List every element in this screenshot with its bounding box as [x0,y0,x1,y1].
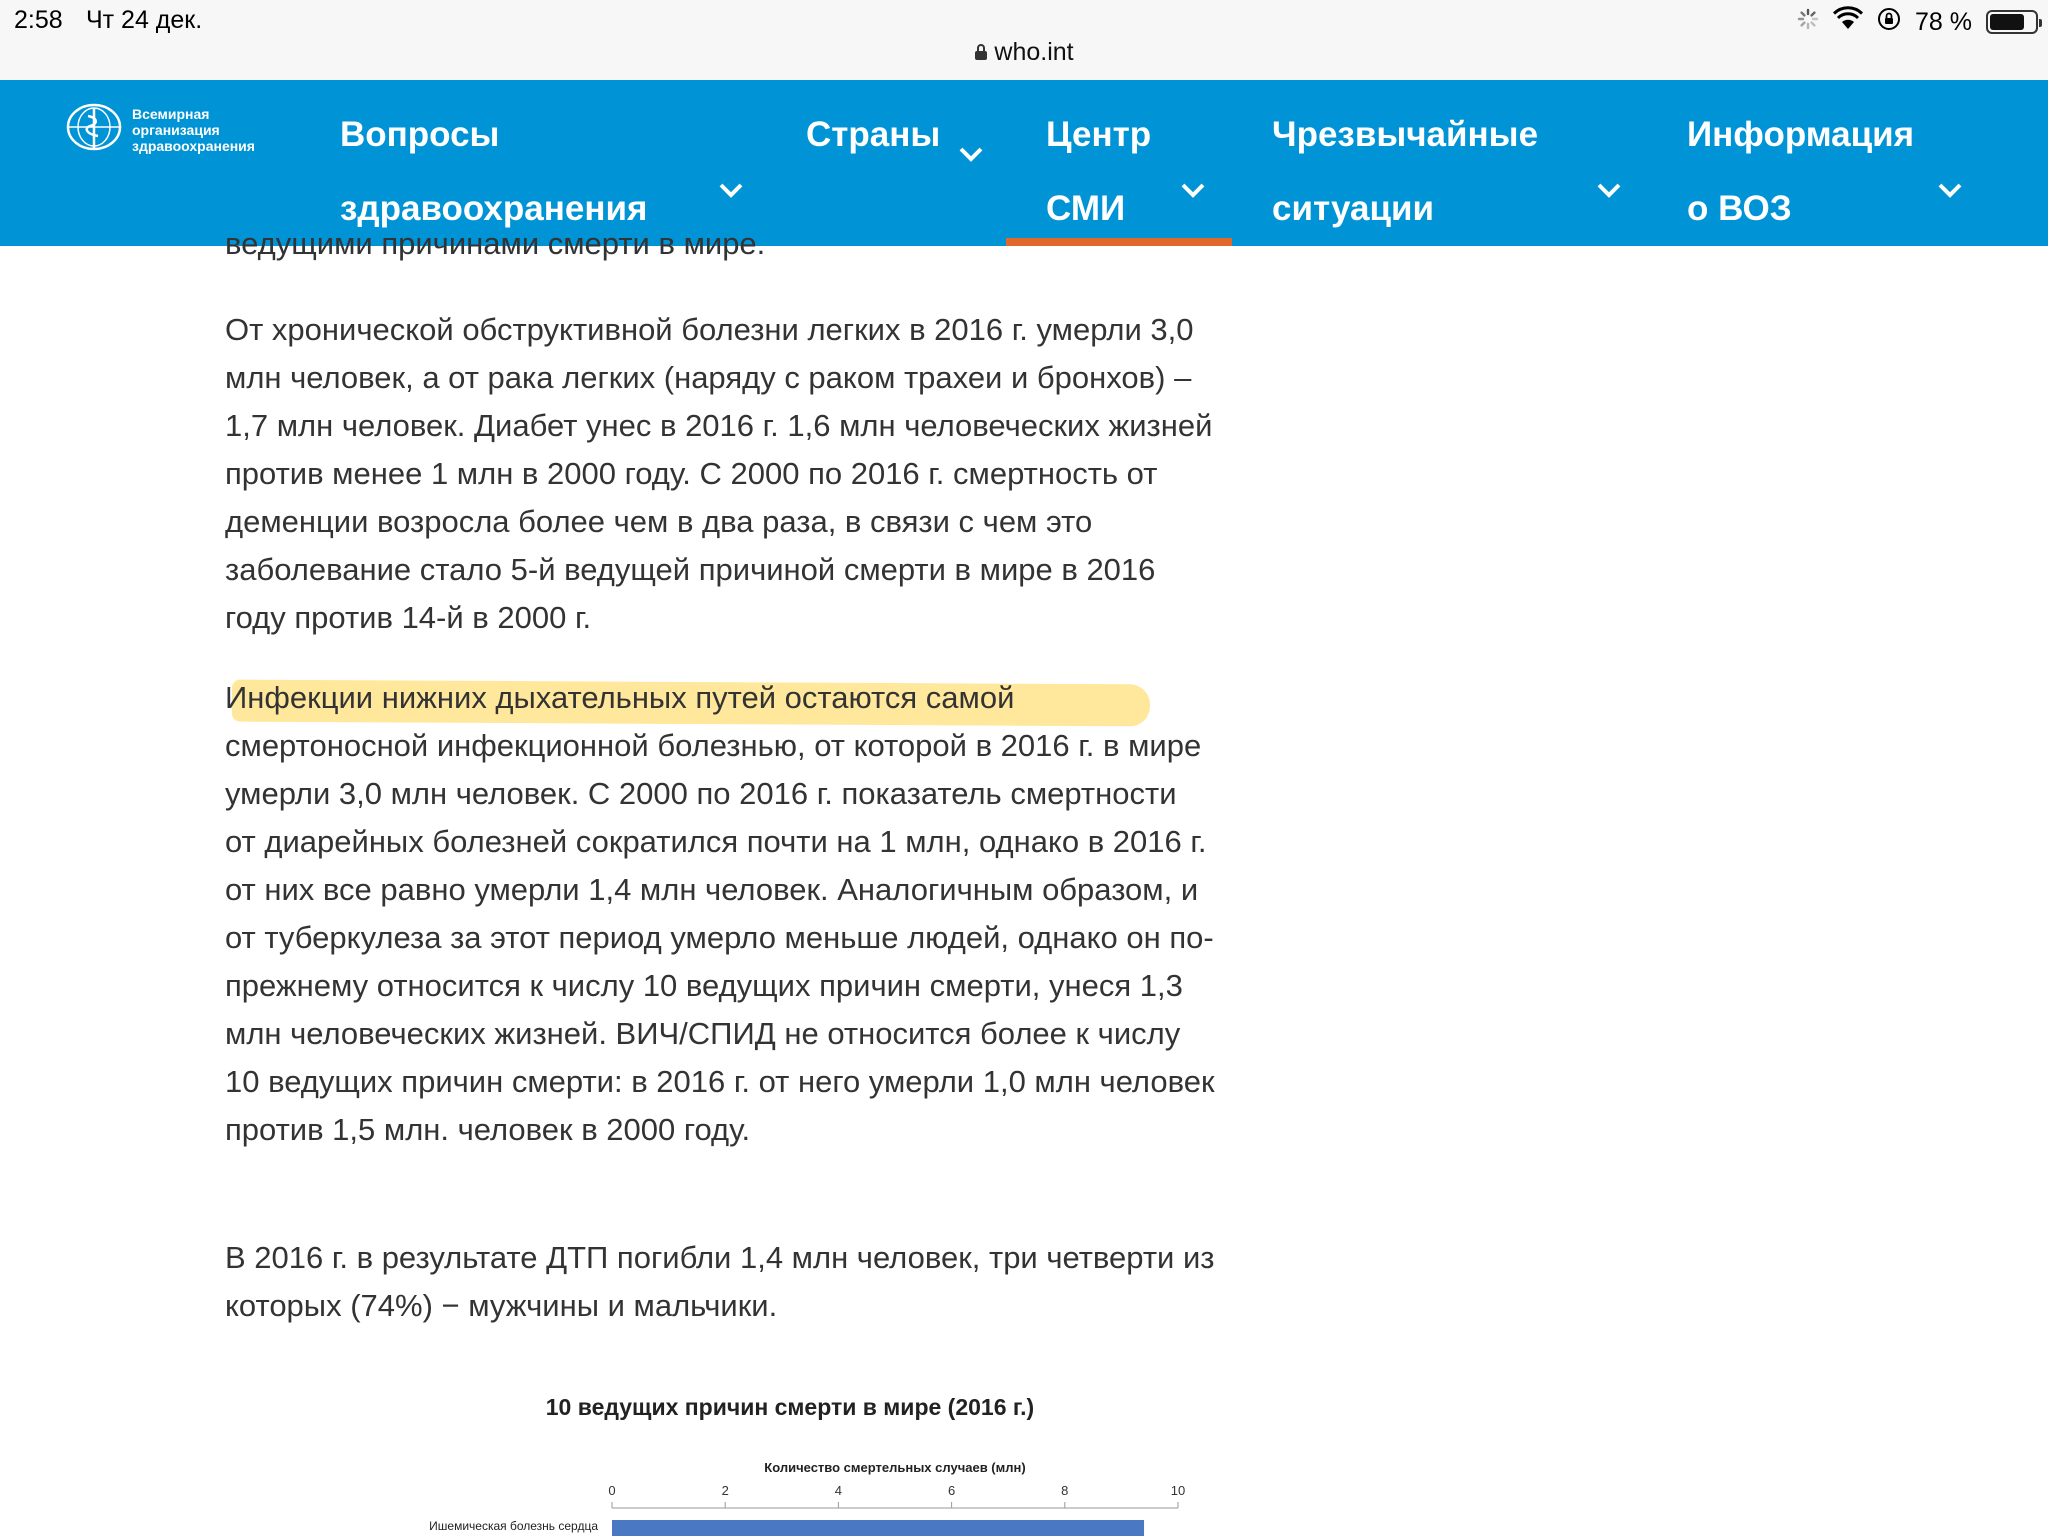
article-body [225,306,1215,642]
chevron-down-icon [718,152,744,226]
url-text: who.int [994,38,1074,66]
logo-text: Всемирная организация здравоохранения [132,105,255,154]
wifi-icon [1833,8,1863,37]
status-indicators [1797,6,2038,38]
x-tick-label: 2 [721,1483,729,1498]
chevron-down-icon [1180,152,1206,226]
nav-label-line2: ситуации [1272,189,1435,228]
nav-emergencies[interactable] [1272,80,1632,246]
chevron-down-icon [1596,152,1622,226]
clipped-line-text: ведущими причинами смерти в мире. [225,226,766,261]
battery-icon [1986,10,2038,34]
nav-active-indicator [1006,238,1232,246]
nav-label-line2: СМИ [1046,189,1126,228]
status-date: Чт 24 дек. [86,6,203,34]
nav-label-line1: Информация [1687,115,1915,154]
chevron-down-icon [958,116,984,190]
nav-label-line2: о ВОЗ [1687,189,1792,228]
address-bar[interactable] [0,38,2048,68]
nav-label-line2: здравоохранения [340,189,648,228]
nav-media-centre[interactable] [1046,80,1216,246]
orientation-lock-icon [1877,7,1901,38]
nav-label-line1: Центр [1046,115,1152,154]
bar-chart [380,1450,1200,1536]
article-body-3 [225,1234,1215,1330]
article-body-2 [225,674,1215,1154]
battery-percent: 78 % [1915,7,1972,36]
paragraph-1: От хронической обструктивной болезни легких в 2016 г. умерли 3,0 млн человек, а от рака легких (наряду с раком трахеи и бронхов) – 1,7 млн человек. Диабет унес в 2016 г. 1,6 млн человеческих жизней против менее 1 млн в 2000 году. С 2000 по 2016 г. смертность от деменции возросла более чем в два раза, в связи с чем это заболевание стало 5-й ведущей причиной смерти в мире в 2016 году против 14-й в 2000 г. [225,312,1213,635]
clipped-text-line [225,226,1215,270]
lock-icon [974,39,988,68]
paragraph-3: В 2016 г. в результате ДТП погибли 1,4 млн человек, три четверти из которых (74%) − мужчины и мальчики. [225,1240,1215,1323]
paragraph-2: Инфекции нижних дыхательных путей остаются самой смертоносной инфекционной болезнью, от которой в 2016 г. в мире умерли 3,0 млн человек. С 2000 по 2016 г. показатель смертности от диарейных болезней сократился почти на 1 млн, однако в 2016 г. от них все равно умерли 1,4 млн человек. Аналогичным образом, и от туберкулеза за этот период умерло меньше людей, однако он по-прежнему относится к числу 10 ведущих причин смерти, унеся 1,3 млн человеческих жизней. ВИЧ/СПИД не относится более к числу 10 ведущих причин смерти: в 2016 г. от него умерли 1,0 млн человек против 1,5 млн. человек в 2000 году. [225,680,1215,1147]
x-axis-label: Количество смертельных случаев (млн) [764,1460,1026,1475]
x-tick-label: 4 [834,1483,843,1498]
who-emblem-icon [64,102,124,157]
category-label: Ишемическая болезнь сердца [429,1519,598,1533]
nav-countries[interactable] [806,80,986,246]
who-logo[interactable] [64,102,292,157]
status-time: 2:58 [14,6,63,34]
x-tick-label: 6 [947,1483,956,1498]
battery-fill [1990,14,2024,30]
nav-label-line1: Вопросы [340,115,500,154]
activity-spinner-icon [1797,8,1819,37]
nav-label-line1: Страны [806,115,941,154]
x-tick-label: 0 [608,1483,616,1498]
x-tick-label: 8 [1061,1483,1069,1498]
nav-about-who[interactable] [1687,80,2027,246]
bar [612,1520,1144,1536]
status-bar [0,0,2048,81]
chart-title: 10 ведущих причин смерти в мире (2016 г.) [545,1394,1035,1420]
chevron-down-icon [1937,152,1963,226]
nav-label-line1: Чрезвычайные [1272,115,1539,154]
x-tick-label: 10 [1170,1483,1186,1498]
